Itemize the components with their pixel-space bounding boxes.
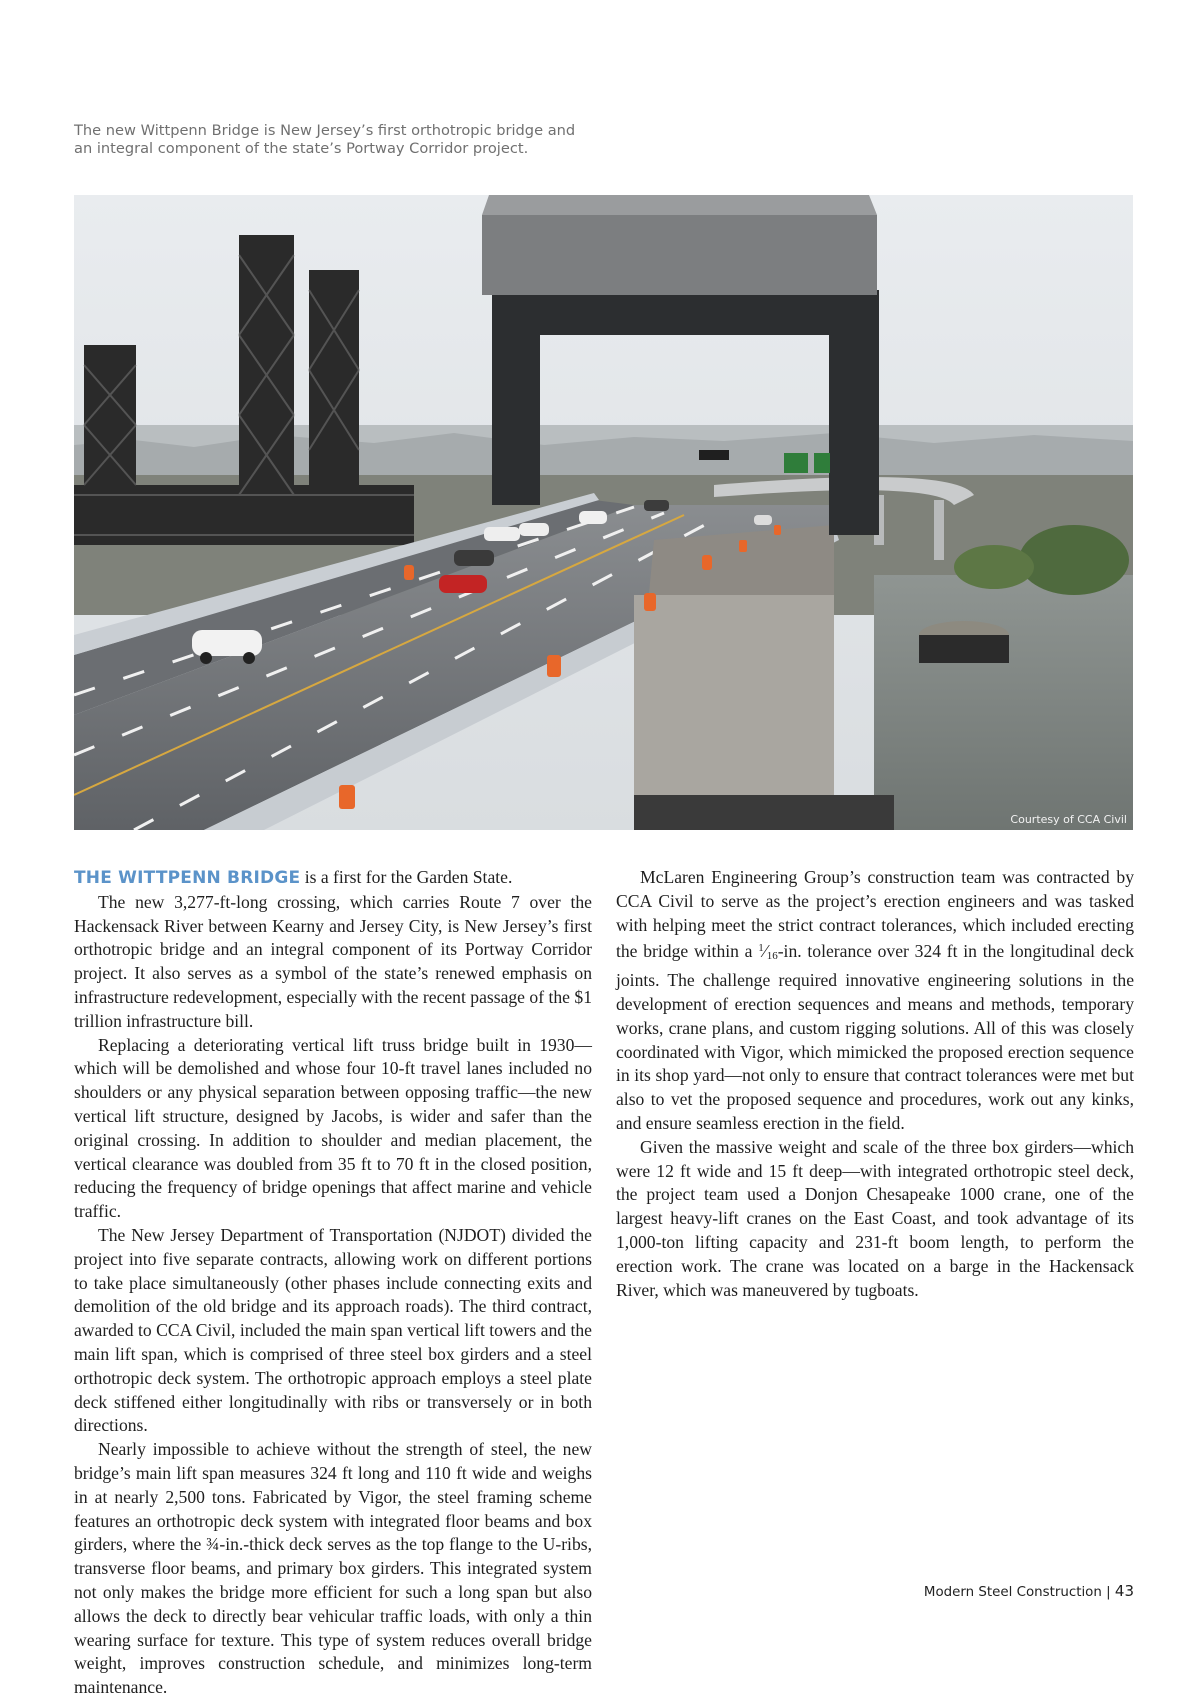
paragraph-1-text: is a first for the Garden State. [300, 867, 513, 887]
paragraph-6-text-a: McLaren Engineering Group’s construction team was contracted by CCA Civil to serve as the project’s erection engineers and was tasked with helping meet the strict contract tolerances, which included erecting the bridge within a [616, 867, 1134, 962]
article-paragraph-7: Given the massive weight and scale of the three box girders—which were 12 ft wide and 15 ft deep—with integrated orthotropic steel deck, the project team used a Donjon Chesapeake 1000 crane, one of the largest heavy-lift cranes on the East Coast, and took advantage of its 1,000-ton lifting capacity and 231-ft boom length, to perform the erection work. The crane was located on a barge in the Hackensack River, which was maneuvered by tugboats. [616, 1136, 1134, 1300]
lead-in: THE WITTPENN BRIDGE [74, 868, 301, 888]
article-paragraph-1 [74, 866, 592, 891]
page-footer [924, 1582, 1134, 1600]
fraction-one-sixteenth: $^1⁄_{16}$ [758, 941, 778, 963]
photo-credit: Courtesy of CCA Civil [1010, 813, 1127, 826]
fraction-numerator: 1 [758, 942, 764, 955]
paragraph-6-text-b: -in. tolerance over 324 ft in the longitudinal deck joints. The challenge required innovative engineering solutions in the development of erection sequences and means and methods, temporary works, crane plans, and custom rigging solutions. All of this was closely coordinated with Vigor, which mimicked the proposed erection sequence in its shop yard—not only to ensure that contract tolerances were met but also to vet the proposed sequence and procedures, work out any kinks, and ensure seamless erection in the field. [616, 941, 1134, 1133]
footer-separator: | [1106, 1585, 1111, 1600]
page-number: 43 [1114, 1582, 1134, 1600]
bridge-photo [74, 195, 1133, 830]
caption-line-1: The new Wittpenn Bridge is New Jersey’s first orthotropic bridge and [74, 122, 576, 139]
article-paragraph-5: Nearly impossible to achieve without the strength of steel, the new bridge’s main lift span measures 324 ft long and 110 ft wide and weighs in at nearly 2,500 tons. Fabricated by Vigor, the steel framing scheme features an orthotropic deck system with integrated floor beams and box girders, where the ¾-in.-thick deck serves as the top flange to the U-ribs, transverse floor beams, and primary box girders. This integrated system not only makes the bridge more efficient for such a long span but also allows the deck to directly bear vehicular traffic loads, with only a thin wearing surface for texture. This type of system reduces overall bridge weight, improves construction schedule, and minimizes long-term maintenance. [74, 1439, 592, 1698]
photo-caption [74, 122, 614, 158]
article-paragraph-2: The new 3,277-ft-long crossing, which carries Route 7 over the Hackensack River between Kearny and Jersey City, is New Jersey’s first orthotropic bridge and an integral component of its Portway Corridor project. It also serves as a symbol of the state’s renewed emphasis on infrastructure redevelopment, especially with the recent passage of the $1 trillion infrastructure bill. [74, 891, 592, 1031]
article-paragraph-4: The New Jersey Department of Transportation (NJDOT) divided the project into five separate contracts, allowing work on different portions to take place simultaneously (other phases include connecting exits and demolition of the old bridge and its approach roads). The third contract, awarded to CCA Civil, included the main span vertical lift towers and the main lift span, which is comprised of three steel box girders and a steel orthotropic deck system. The orthotropic approach employs a steel plate deck stiffened either longitudinally with ribs or transversely or in both directions. [74, 1224, 592, 1436]
article-paragraph-3: Replacing a deteriorating vertical lift truss bridge built in 1930—which will be demolished and whose four 10-ft travel lanes included no shoulders or any physical separation between opposing traffic—the new vertical lift structure, designed by Jacobs, is wider and safer than the original crossing. In addition to shoulder and median placement, the vertical clearance was doubled from 35 ft to 70 ft in the closed position, reducing the frequency of bridge openings that affect marine and vehicle traffic. [74, 1034, 592, 1222]
caption-line-2: an integral component of the state’s Portway Corridor project. [74, 140, 529, 157]
article-paragraph-6 [616, 866, 1134, 1136]
bridge-photo-illustration [74, 195, 1133, 830]
fraction-denominator: 16 [766, 950, 778, 963]
article-column-right [616, 866, 1134, 1302]
article-column-left [74, 866, 592, 1700]
magazine-name: Modern Steel Construction [923, 1585, 1102, 1600]
